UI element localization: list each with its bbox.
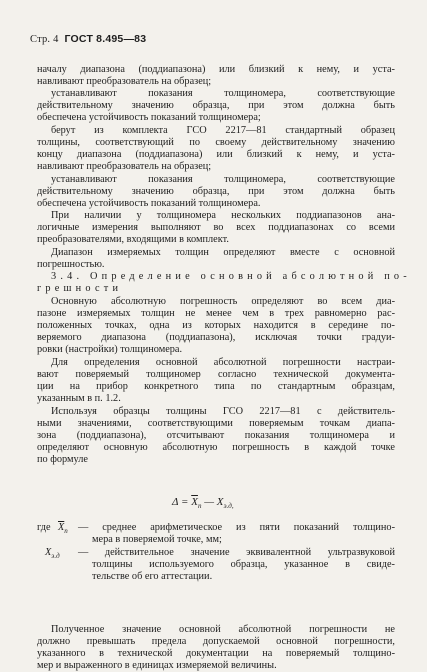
where-lead: где: [37, 522, 51, 533]
text-line: ровки (настройки) толщиномера.: [37, 344, 183, 355]
text-line: вают поверяемый толщиномер согласно технической документа-: [37, 369, 395, 380]
text-line: определяют основную абсолютную погрешность в каждой точке: [37, 442, 395, 453]
text-line: толщины, соответствующий по своему действительному значению: [37, 137, 395, 148]
definition-xp: — среднее арифметическое из пяти показаний толщино-: [78, 522, 395, 533]
text-line: ными значениями, соответствующими поверяемым точкам диапа-: [37, 418, 395, 429]
definition-xed-cont: толщины используемого образца, указанное в свиде-: [92, 559, 395, 570]
text-line: обеспечена устойчивость показаний толщиномера;: [37, 112, 261, 123]
text-line: обеспечена устойчивость показаний толщиномера.: [37, 198, 261, 209]
text-line: Для определения основной абсолютной погрешности настраи-: [51, 357, 395, 368]
text-line: Используя образцы толщины ГСО 2217—81 с действитель-: [51, 406, 395, 417]
text-line: концу диапазона (поддиапазона) или близкий к нему, и уста-: [37, 149, 395, 160]
text-line: положенных точках, одна из которых находится в середине по-: [37, 320, 395, 331]
text-line: действительному значению образца, при этом должна быть: [37, 100, 395, 111]
section-heading: грешности: [37, 283, 123, 294]
definition-xp-cont: мера в поверяемой точке, мм;: [92, 534, 222, 545]
definition-xed: — действительное значение эквивалентной ультразвуковой: [78, 547, 395, 558]
text-line: пазоне измеряемых толщин не менее чем в трех равномерно рас-: [37, 308, 395, 319]
text-line: Полученное значение основной абсолютной погрешности не: [51, 624, 395, 635]
text-line: зона (поддиапазона), отсчитывают показания толщиномера и: [37, 430, 395, 441]
section-heading: 3.4. Определение основной абсолютной по-: [51, 271, 411, 282]
text-line: должно превышать предела допускаемой основной погрешности,: [37, 636, 395, 647]
definition-xed-end: тельстве об его аттестации.: [92, 571, 213, 582]
symbol-xp: [58, 522, 68, 537]
text-line: устанавливают показания толщиномера, соответствующие: [51, 88, 395, 99]
text-line: При наличии у толщиномера нескольких поддиапазонов ана-: [51, 210, 395, 221]
text-line: ции на прибор конкретного типа по стандартным образцам,: [37, 381, 395, 392]
text-line: Основную абсолютную погрешность определяют во всем диа-: [51, 296, 395, 307]
text-line: по формуле: [37, 454, 88, 465]
page-header: [30, 33, 146, 45]
xed-symbol: $X_{э.д}$: [45, 547, 60, 561]
text-line: веряемого диапазона (поддиапазона), исключая точки градуи-: [37, 332, 395, 343]
xp-symbol: $\overline{X}_п$: [58, 522, 68, 536]
symbol-xed: [45, 547, 60, 562]
text-line: указанным в п. 1.2.: [37, 393, 121, 404]
standard-number: ГОСТ 8.495—83: [64, 33, 147, 45]
text-line: берут из комплекта ГСО 2217—81 стандартный образец: [51, 125, 395, 136]
text-line: логичные измерения выполняют во всех поддиапазонах со всеми: [37, 222, 395, 233]
text-line: Диапазон измеряемых толщин определяют вместе с основной: [51, 247, 395, 258]
text-line: навливают преобразователь на образец;: [37, 76, 212, 87]
text-line: навливают преобразователь на образец;: [37, 161, 212, 172]
error-formula: $\Delta = \overline{X}_п$ — $X_{э.д,}$: [172, 496, 234, 511]
text-line: преобразователями, входящими в комплект.: [37, 234, 229, 245]
text-line: действительному значению образца, при этом должна быть: [37, 186, 395, 197]
text-line: началу диапазона (поддиапазона) или близкий к нему, и уста-: [37, 64, 395, 75]
text-line: мер и выраженного в единицах измеряемой величины.: [37, 660, 277, 671]
page-number: Стр. 4: [30, 34, 59, 45]
text-line: устанавливают показания толщиномера, соответствующие: [51, 174, 395, 185]
text-line: погрешностью.: [37, 259, 105, 270]
text-line: указанного в технической документации на поверяемый толщино-: [37, 648, 395, 659]
